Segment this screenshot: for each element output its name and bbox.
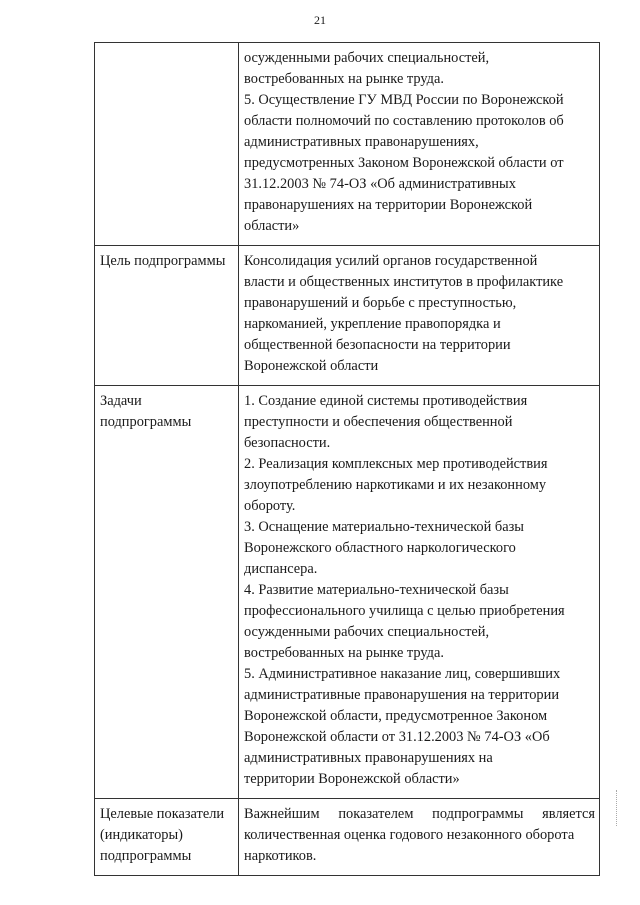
row-content: [239, 799, 600, 876]
text-line: 5. Административное наказание лиц, совершивших: [244, 666, 561, 682]
text-line: территории Воронежской области»: [244, 771, 460, 787]
text-line: предусмотренных Законом Воронежской области от: [244, 155, 564, 171]
text-line: осужденными рабочих специальностей,: [244, 50, 490, 66]
label-line: подпрограммы: [100, 848, 192, 864]
text-line: области полномочий по составлению протоколов об: [244, 113, 564, 129]
text-line: административных правонарушениях,: [244, 134, 479, 150]
table-row: [95, 799, 600, 876]
text-line: востребованных на рынке труда.: [244, 71, 444, 87]
text-line: злоупотреблению наркотиками и их незаконному: [244, 477, 547, 493]
row-content: [239, 246, 600, 386]
text-line: Воронежской области от 31.12.2003 № 74-ОЗ «Об: [244, 729, 550, 745]
program-passport-table: [94, 42, 600, 876]
text-line: правонарушений и борьбе с преступностью,: [244, 295, 517, 311]
table-row: [95, 386, 600, 799]
text-line: безопасности.: [244, 435, 331, 451]
label-line: Целевые показатели: [100, 806, 225, 822]
text-line: 1. Создание единой системы противодействия: [244, 393, 528, 409]
text-line: 31.12.2003 № 74-ОЗ «Об административных: [244, 176, 516, 192]
text-line: Важнейшим показателем подпрограммы является: [244, 806, 595, 822]
row-label: [95, 246, 239, 386]
label-line: Задачи: [100, 393, 142, 409]
text-line: количественная оценка годового незаконного оборота: [244, 827, 575, 843]
text-line: административные правонарушения на территории: [244, 687, 560, 703]
text-line: наркоманией, укрепление правопорядка и: [244, 316, 501, 332]
text-line: наркотиков.: [244, 848, 317, 864]
row-label: [95, 43, 239, 246]
text-line: правонарушениях на территории Воронежской: [244, 197, 533, 213]
text-line: преступности и обеспечения общественной: [244, 414, 513, 430]
table-row: [95, 246, 600, 386]
row-content: [239, 43, 600, 246]
label-line: Цель подпрограммы: [100, 253, 226, 269]
label-line: подпрограммы: [100, 414, 192, 430]
text-line: обороту.: [244, 498, 296, 514]
text-line: области»: [244, 218, 300, 234]
scan-margin-mark: [616, 790, 623, 826]
row-label: [95, 386, 239, 799]
text-line: власти и общественных институтов в профилактике: [244, 274, 564, 290]
text-line: востребованных на рынке труда.: [244, 645, 444, 661]
text-line: профессионального училища с целью приобретения: [244, 603, 565, 619]
text-line: диспансера.: [244, 561, 318, 577]
text-line: общественной безопасности на территории: [244, 337, 511, 353]
label-line: (индикаторы): [100, 827, 183, 843]
text-line: 3. Оснащение материально-технической базы: [244, 519, 524, 535]
text-line: Воронежской области: [244, 358, 379, 374]
text-line: 4. Развитие материально-технической базы: [244, 582, 509, 598]
text-line: 2. Реализация комплексных мер противодействия: [244, 456, 548, 472]
table-row: [95, 43, 600, 246]
text-line: Консолидация усилий органов государственной: [244, 253, 538, 269]
text-line: 5. Осуществление ГУ МВД России по Воронежской: [244, 92, 564, 108]
page-number: 21: [314, 13, 326, 27]
text-line: Воронежского областного наркологического: [244, 540, 516, 556]
text-line: осужденными рабочих специальностей,: [244, 624, 490, 640]
row-label: [95, 799, 239, 876]
row-content: [239, 386, 600, 799]
text-line: Воронежской области, предусмотренное Законом: [244, 708, 548, 724]
text-line: административных правонарушениях на: [244, 750, 493, 766]
